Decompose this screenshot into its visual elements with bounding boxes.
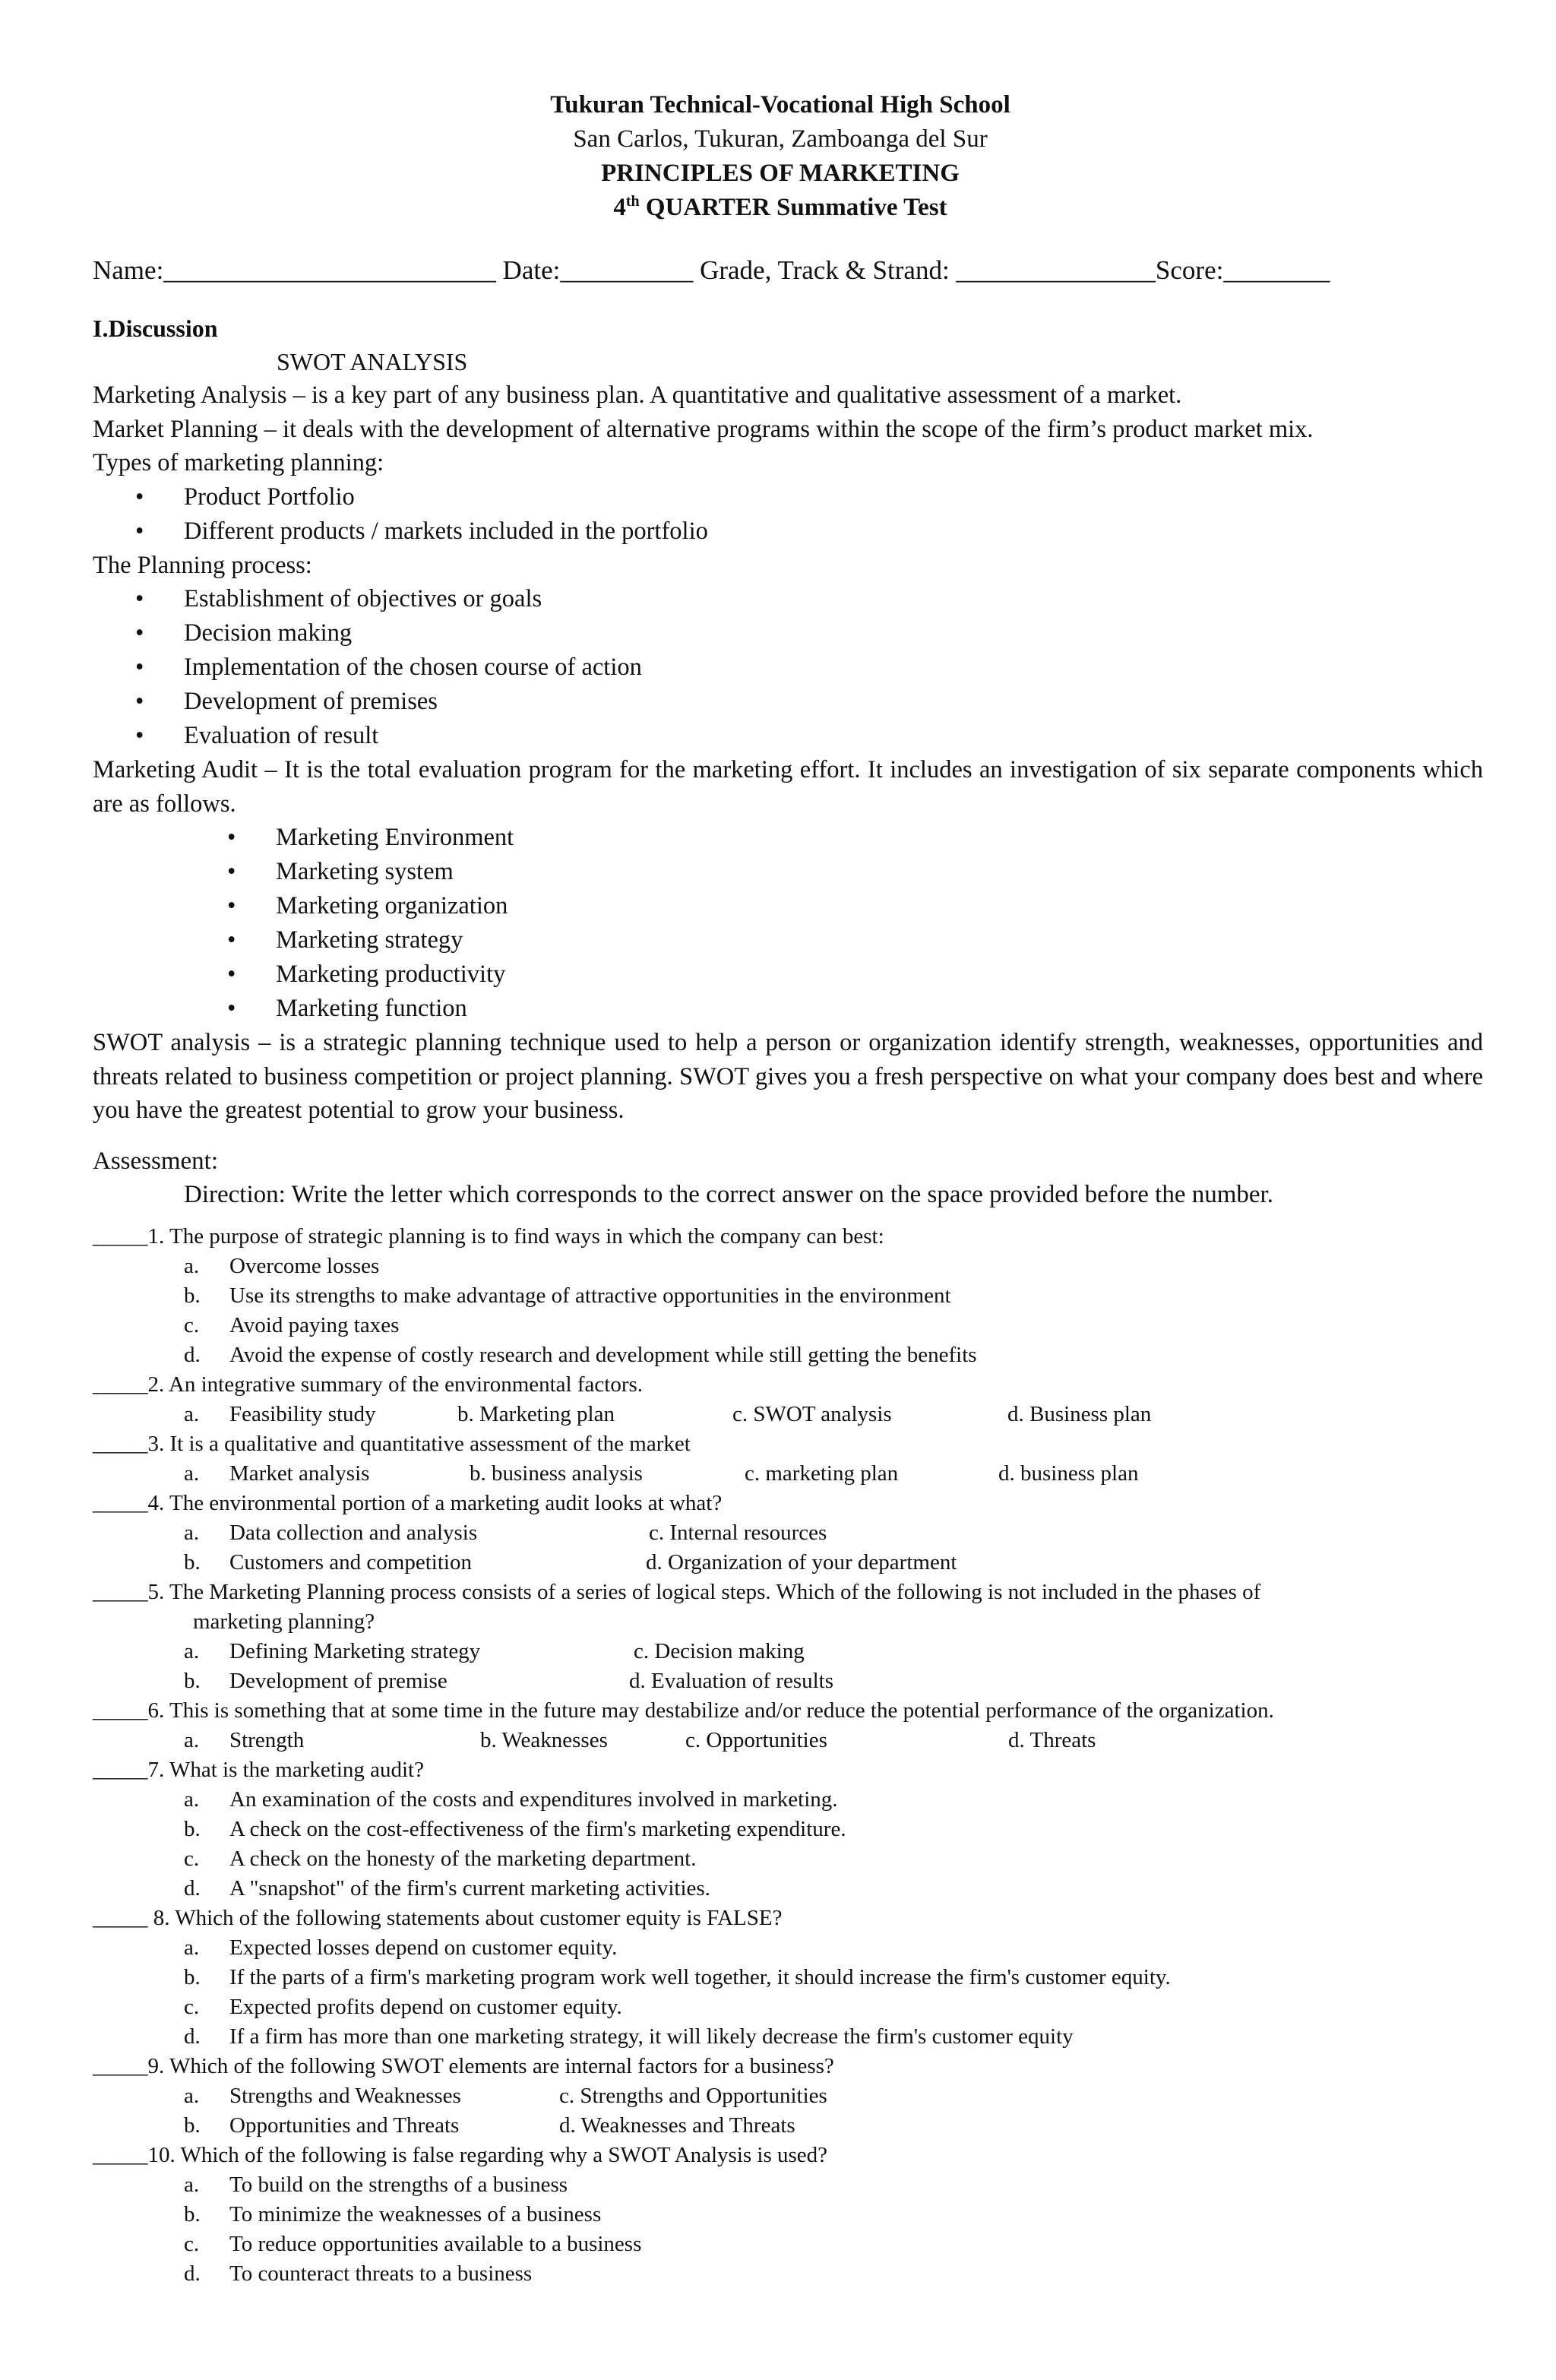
option-10a: a. To build on the strengths of a business xyxy=(184,2172,568,2197)
option-8c: c. Expected profits depend on customer equity. xyxy=(184,1994,622,2019)
option-1d: d. Avoid the expense of costly research and development while still getting the benefits xyxy=(184,1342,977,1367)
options-5-row2: b. Development of premise d. Evaluation of results xyxy=(184,1668,834,1693)
options-9-row1: a. Strengths and Weaknesses c. Strengths and Opportunities xyxy=(184,2083,827,2108)
question-3[interactable]: _____3. It is a qualitative and quantitative assessment of the market xyxy=(93,1431,691,1456)
option-10d: d. To counteract threats to a business xyxy=(184,2261,533,2286)
date-field[interactable]: Date:__________ xyxy=(495,255,694,285)
option-10c: c. To reduce opportunities available to a business xyxy=(184,2231,642,2256)
options-4-row2: b. Customers and competition d. Organization of your department xyxy=(184,1549,957,1575)
process-list xyxy=(93,582,1483,753)
option-8a: a. Expected losses depend on customer equity. xyxy=(184,1935,618,1960)
list-item: • Marketing organization xyxy=(93,889,1483,923)
question-2[interactable]: _____2. An integrative summary of the environmental factors. xyxy=(93,1372,644,1397)
types-list xyxy=(93,480,1483,549)
list-item: • Marketing productivity xyxy=(93,957,1483,992)
quiz xyxy=(93,1222,1483,2289)
list-item: • Establishment of objectives or goals xyxy=(93,582,1483,616)
question-10[interactable]: _____10. Which of the following is false regarding why a SWOT Analysis is used? xyxy=(93,2142,828,2167)
name-field[interactable]: Name:_________________________ xyxy=(93,255,496,285)
market-planning-def: Market Planning – it deals with the development of alternative programs within the scope of the firm’s product market mix. xyxy=(93,415,1314,443)
swot-analysis-def: SWOT analysis – is a strategic planning technique used to help a person or organization identify strength, weaknesses, opportunities and threats related to business competition or project planning. SWOT gives you a fresh perspective on what your company does best and where you have the greatest potential to grow your business. xyxy=(93,1029,1483,1124)
option-7a: a. An examination of the costs and expenditures involved in marketing. xyxy=(184,1787,838,1812)
option-1b: b. Use its strengths to make advantage of attractive opportunities in the environment xyxy=(184,1283,951,1308)
question-7[interactable]: _____7. What is the marketing audit? xyxy=(93,1757,424,1782)
list-item: • Different products / markets included in the portfolio xyxy=(93,514,1483,549)
options-6: a. Strength b. Weaknesses c. Opportunities d. Threats xyxy=(184,1727,1096,1752)
list-item: • Implementation of the chosen course of action xyxy=(93,650,1483,685)
test-title: 4th QUARTER Summative Test xyxy=(613,193,947,221)
option-7d: d. A "snapshot" of the firm's current marketing activities. xyxy=(184,1875,710,1901)
question-9[interactable]: _____9. Which of the following SWOT elements are internal factors for a business? xyxy=(93,2053,834,2078)
student-info-row xyxy=(93,254,1483,287)
option-1c: c. Avoid paying taxes xyxy=(184,1312,400,1337)
subject-title: PRINCIPLES OF MARKETING xyxy=(601,160,960,187)
options-5-row1: a. Defining Marketing strategy c. Decision making xyxy=(184,1638,805,1663)
option-8b: b. If the parts of a firm's marketing program work well together, it should increase the firm's customer equity. xyxy=(184,1964,1171,1989)
test-page xyxy=(93,88,1483,2289)
assessment-heading: Assessment: xyxy=(93,1147,218,1175)
school-address: San Carlos, Tukuran, Zamboanga del Sur xyxy=(573,125,988,153)
question-8[interactable]: _____ 8. Which of the following statements about customer equity is FALSE? xyxy=(93,1905,783,1930)
options-2: a. Feasibility study b. Marketing plan c. SWOT analysis d. Business plan xyxy=(184,1401,1152,1426)
document-header xyxy=(77,88,1483,225)
marketing-analysis-def: Marketing Analysis – is a key part of any business plan. A quantitative and qualitative assessment of a market. xyxy=(93,381,1182,409)
option-10b: b. To minimize the weaknesses of a business xyxy=(184,2201,602,2227)
list-item: • Evaluation of result xyxy=(93,719,1483,753)
option-8d: d. If a firm has more than one marketing strategy, it will likely decrease the firm's customer equity xyxy=(184,2024,1074,2049)
list-item: • Marketing strategy xyxy=(93,923,1483,957)
school-name: Tukuran Technical-Vocational High School xyxy=(550,91,1010,119)
audit-list xyxy=(93,821,1483,1026)
list-item: • Development of premises xyxy=(93,685,1483,719)
options-4-row1: a. Data collection and analysis c. Internal resources xyxy=(184,1520,827,1545)
list-item: • Marketing system xyxy=(93,855,1483,889)
score-field[interactable]: Score:________ xyxy=(1155,255,1330,285)
list-item: • Marketing Environment xyxy=(93,821,1483,855)
swot-subtitle: SWOT ANALYSIS xyxy=(277,348,468,375)
option-1a: a. Overcome losses xyxy=(184,1253,380,1278)
question-5-cont: marketing planning? xyxy=(193,1609,375,1634)
question-4[interactable]: _____4. The environmental portion of a marketing audit looks at what? xyxy=(93,1490,723,1515)
process-heading: The Planning process: xyxy=(93,551,312,579)
options-3: a. Market analysis b. business analysis c. marketing plan d. business plan xyxy=(184,1461,1139,1486)
question-6[interactable]: _____6. This is something that at some time in the future may destabilize and/or reduce the potential performance of the organization. xyxy=(93,1698,1274,1723)
option-7b: b. A check on the cost-effectiveness of the firm's marketing expenditure. xyxy=(184,1816,846,1841)
marketing-audit-def: Marketing Audit – It is the total evaluation program for the marketing effort. It includes an investigation of six separate components which are as follows. xyxy=(93,756,1483,818)
option-7c: c. A check on the honesty of the marketing department. xyxy=(184,1846,697,1871)
grade-track-strand-field[interactable]: Grade, Track & Strand: _______________ xyxy=(693,255,1156,285)
assessment-direction: Direction: Write the letter which corresponds to the correct answer on the space provided before the number. xyxy=(184,1180,1273,1208)
list-item: • Decision making xyxy=(93,616,1483,650)
list-item: • Marketing function xyxy=(93,992,1483,1026)
question-5[interactable]: _____5. The Marketing Planning process consists of a series of logical steps. Which of the following is not included in the phases of xyxy=(93,1579,1261,1604)
options-9-row2: b. Opportunities and Threats d. Weaknesses and Threats xyxy=(184,2113,795,2138)
question-1[interactable]: _____1. The purpose of strategic planning is to find ways in which the company can best: xyxy=(93,1223,884,1249)
types-heading: Types of marketing planning: xyxy=(93,449,384,476)
list-item: • Product Portfolio xyxy=(93,480,1483,514)
discussion-heading: I.Discussion xyxy=(93,315,218,342)
